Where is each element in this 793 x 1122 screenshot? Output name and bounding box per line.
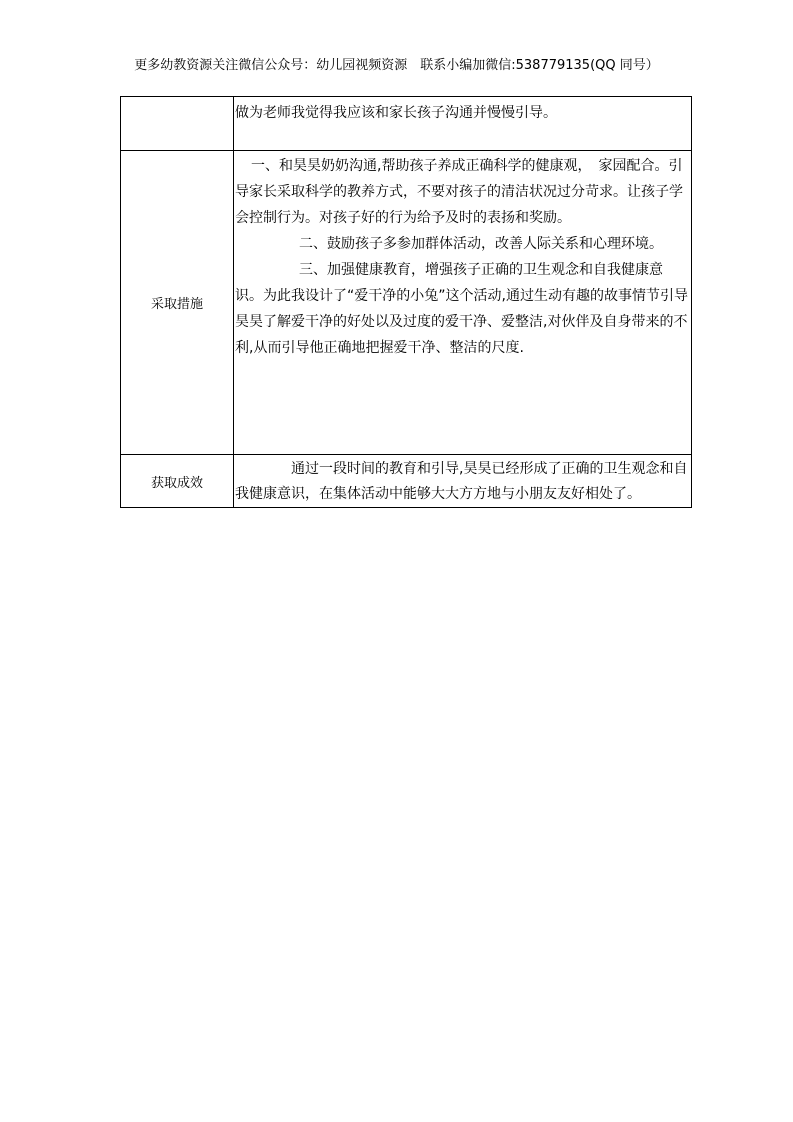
measure-paragraph-1: 一、和昊昊奶奶沟通,帮助孩子养成正确科学的健康观， 家园配合。引导家长采取科学的教养方式，不要对孩子的清洁状况过分苛求。让孩子学会控制行为。对孩子好的行为给予及时的表扬和奖励。: [235, 158, 683, 226]
results-paragraph: 通过一段时间的教育和引导,昊昊已经形成了正确的卫生观念和自我健康意识，在集体活动中能够大大方方地与小朋友友好相处了。: [235, 461, 688, 502]
measure-paragraph-3: 三、加强健康教育，增强孩子正确的卫生观念和自我健康意识。为此我设计了“爱干净的小兔”这个活动,通过生动有趣的故事情节引导昊昊了解爱干净的好处以及过度的爱干净、爱整洁,对伙伴及自身带来的不利,从而引导他正确地把握爱干净、整洁的尺度.: [235, 262, 688, 356]
table-row: [121, 455, 692, 508]
page-header: 更多幼教资源关注微信公众号：幼儿园视频资源 联系小编加微信:538779135(QQ 同号）: [134, 58, 659, 73]
row-label: [121, 97, 234, 151]
record-table: [120, 96, 692, 508]
row-content-measures: [234, 151, 692, 455]
table-row: [121, 151, 692, 455]
row-label-measures: 采取措施: [121, 151, 234, 455]
paragraph: 做为老师我觉得我应该和家长孩子沟通并慢慢引导。: [235, 105, 557, 121]
row-label-results: 获取成效: [121, 455, 234, 508]
table-row: [121, 97, 692, 151]
measure-paragraph-2: 二、鼓励孩子多参加群体活动，改善人际关系和心理环境。: [299, 236, 663, 252]
row-content-results: [234, 455, 692, 508]
row-content: [234, 97, 692, 151]
